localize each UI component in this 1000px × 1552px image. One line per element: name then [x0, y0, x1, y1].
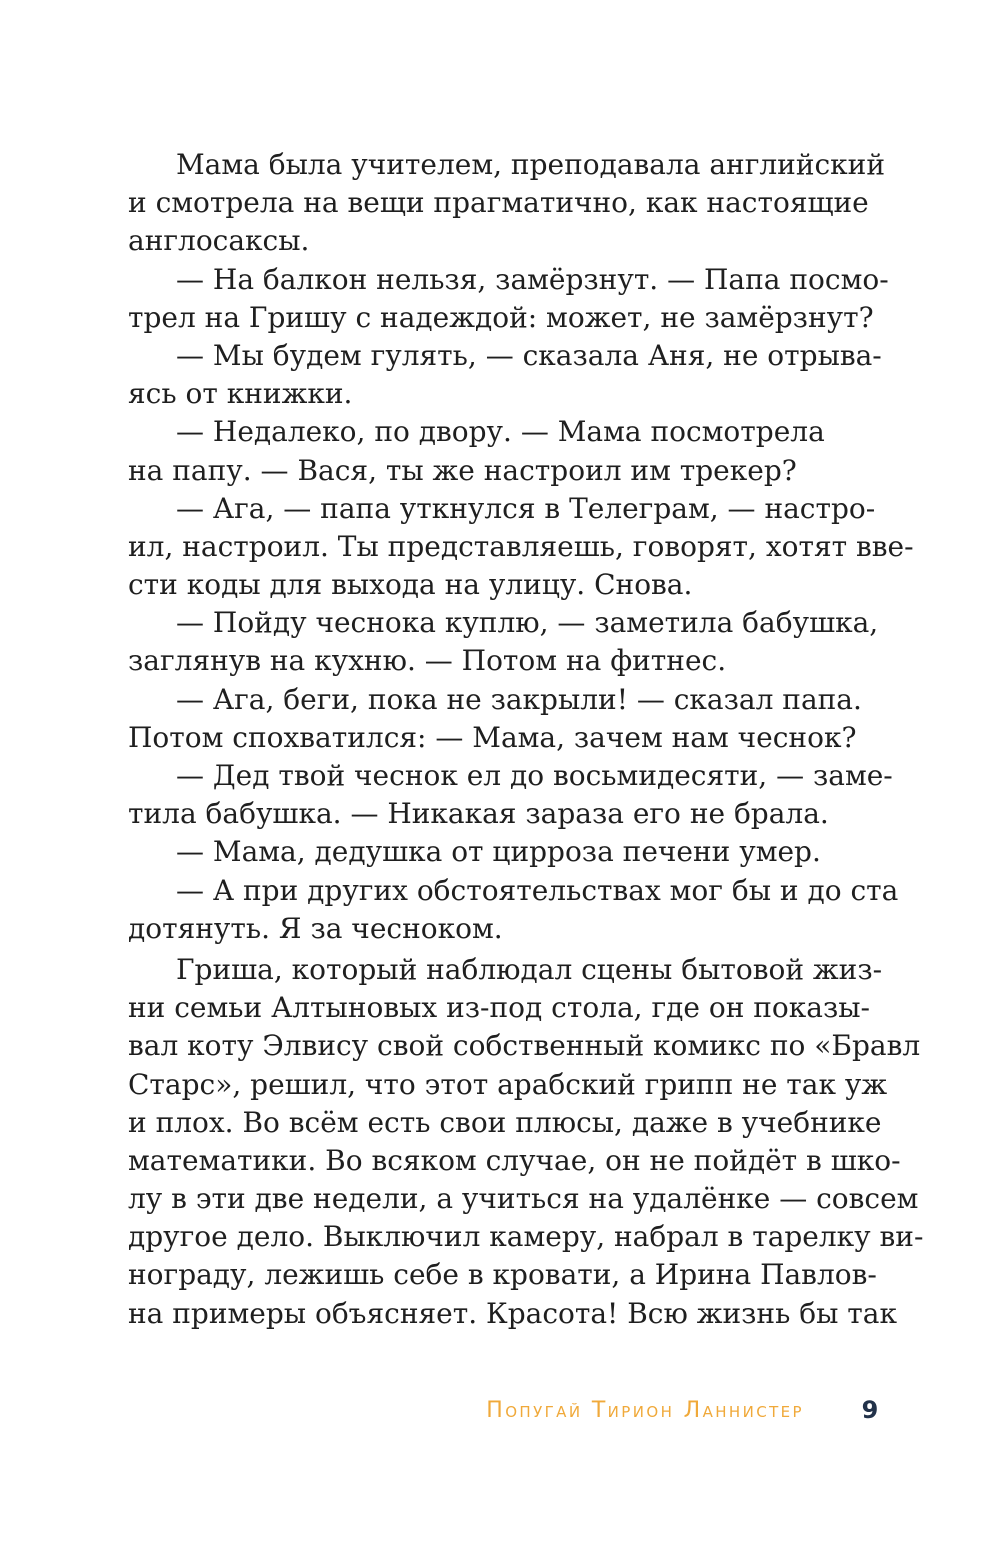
text-line: ясь от книжки.	[128, 377, 353, 411]
body-text	[128, 146, 924, 1333]
text-line: Старс», решил, что этот арабский грипп не так уж	[128, 1067, 888, 1101]
text-line: трел на Гришу с надеждой: может, не замёрзнут?	[128, 300, 874, 334]
text-line: тила бабушка. — Никакая зараза его не брала.	[128, 797, 829, 831]
running-footer-title: Попугай Тирион Ланнистер	[486, 1398, 804, 1423]
page-number: 9	[861, 1396, 879, 1424]
text-line: — Ага, беги, пока не закрыли! — сказал папа.	[176, 682, 862, 716]
text-line: на папу. — Вася, ты же настроил им трекер?	[128, 453, 797, 487]
text-line: — Ага, — папа уткнулся в Телеграм, — настро-	[176, 491, 876, 525]
text-line: Потом спохватился: — Мама, зачем нам чеснок?	[128, 720, 857, 754]
text-line: ни семьи Алтыновых из-под стола, где он показы-	[128, 991, 870, 1025]
text-line: англосаксы.	[128, 224, 310, 258]
text-line: — Мы будем гулять, — сказала Аня, не отрыва-	[176, 338, 882, 372]
text-line: — Дед твой чеснок ел до восьмидесяти, — заме-	[176, 759, 893, 792]
text-line: — Недалеко, по двору. — Мама посмотрела	[176, 415, 825, 449]
text-line: Мама была учителем, преподавала английский	[176, 148, 885, 181]
text-line: сти коды для выхода на улицу. Снова.	[128, 568, 693, 602]
text-line: лу в эти две недели, а учиться на удалёнке — совсем	[128, 1182, 919, 1216]
text-line: и плох. Во всём есть свои плюсы, даже в учебнике	[128, 1105, 882, 1139]
text-line: дотянуть. Я за чесноком.	[128, 911, 503, 945]
text-line: Гриша, который наблюдал сцены бытовой жиз-	[176, 952, 883, 986]
text-line: ил, настроил. Ты представляешь, говорят, хотят вве-	[128, 529, 914, 563]
text-line: другое дело. Выключил камеру, набрал в тарелку ви-	[128, 1220, 924, 1254]
text-line: вал коту Элвису свой собственный комикс по «Бравл	[128, 1029, 921, 1063]
text-line: математики. Во всяком случае, он не пойдёт в шко-	[128, 1143, 901, 1177]
text-line: заглянув на кухню. — Потом на фитнес.	[128, 644, 727, 678]
text-line: — На балкон нельзя, замёрзнут. — Папа посмо-	[176, 262, 889, 296]
text-line: — Пойду чеснока куплю, — заметила бабушка,	[176, 606, 879, 640]
text-line: — Мама, дедушка от цирроза печени умер.	[176, 835, 821, 869]
text-line: — А при других обстоятельствах мог бы и до ста	[176, 873, 899, 907]
text-line: нограду, лежишь себе в кровати, а Ирина Павлов-	[128, 1258, 877, 1292]
text-line: и смотрела на вещи прагматично, как настоящие	[128, 186, 869, 220]
text-line: на примеры объясняет. Красота! Всю жизнь бы так	[128, 1296, 897, 1330]
